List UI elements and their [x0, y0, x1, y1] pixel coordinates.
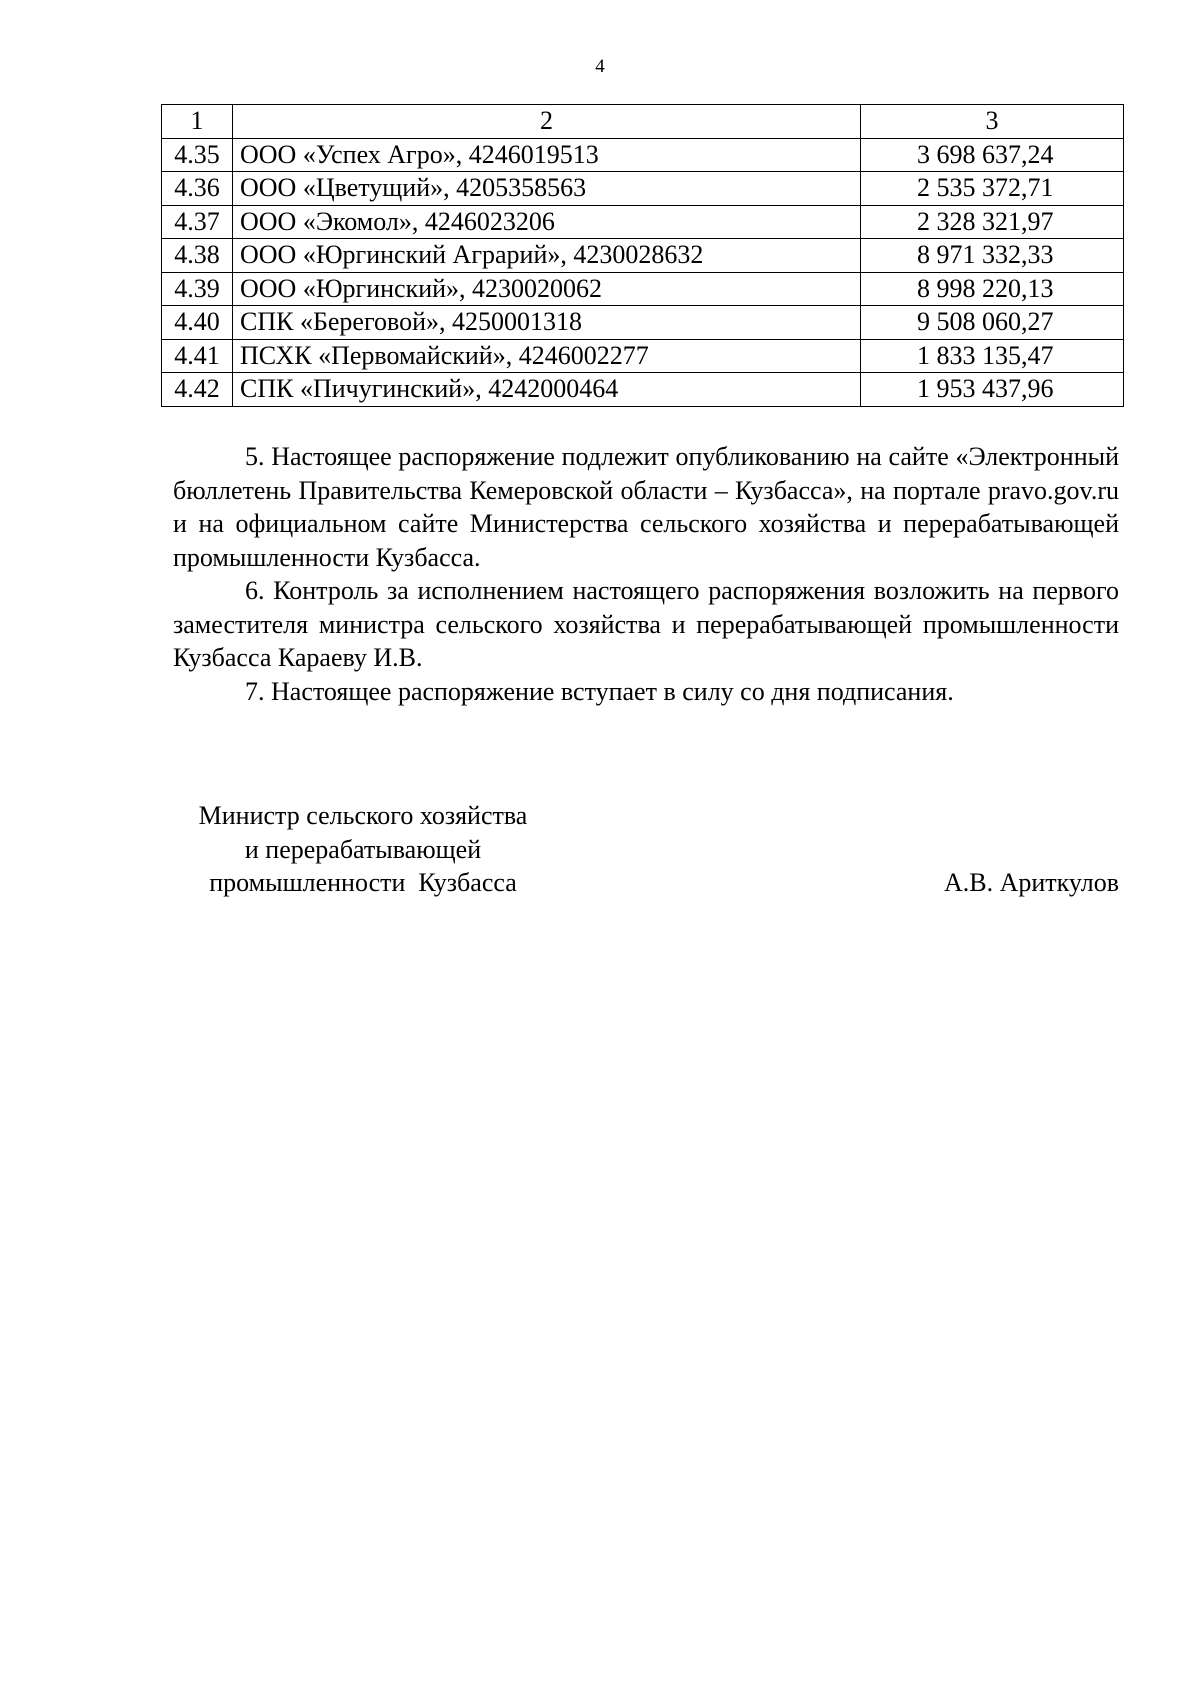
column-header-organization: 2 [233, 105, 861, 139]
organization-name: СПК «Береговой», 4250001318 [233, 306, 861, 340]
row-number: 4.39 [162, 272, 233, 306]
table-row [162, 239, 1124, 273]
signatory-title [173, 799, 553, 900]
row-number: 4.35 [162, 138, 233, 172]
signatory-name: А.В. Ариткулов [943, 868, 1119, 897]
row-number: 4.40 [162, 306, 233, 340]
column-header-amount: 3 [861, 105, 1124, 139]
table-row [162, 172, 1124, 206]
page-number: 4 [595, 56, 605, 77]
grants-table [161, 104, 1124, 407]
signatory-title-line: промышленности Кузбасса [209, 868, 517, 897]
grant-amount: 8 971 332,33 [861, 239, 1124, 273]
organization-name: ПСХК «Первомайский», 4246002277 [233, 339, 861, 373]
organization-name: ООО «Успех Агро», 4246019513 [233, 138, 861, 172]
grant-amount: 9 508 060,27 [861, 306, 1124, 340]
paragraph-effective-date: 7. Настоящее распоряжение вступает в силу со дня подписания. [245, 676, 954, 706]
row-number: 4.36 [162, 172, 233, 206]
organization-name: ООО «Юргинский», 4230020062 [233, 272, 861, 306]
grant-amount: 2 328 321,97 [861, 205, 1124, 239]
row-number: 4.37 [162, 205, 233, 239]
signatory-title-line: Министр сельского хозяйства [198, 801, 528, 830]
organization-name: СПК «Пичугинский», 4242000464 [233, 373, 861, 407]
organization-name: ООО «Юргинский Аграрий», 4230028632 [233, 239, 861, 273]
table-row [162, 306, 1124, 340]
paragraph-publication: 5. Настоящее распоряжение подлежит опубликованию на сайте «Электронный бюллетень Правительства Кемеровской области – Кузбасса», на портале pravo.gov.ru и на официальном сайте Министерства сельского хозяйства и перерабатывающей промышленности Кузбасса. [173, 442, 1119, 572]
grant-amount: 3 698 637,24 [861, 138, 1124, 172]
table-header-row [162, 105, 1124, 139]
row-number: 4.38 [162, 239, 233, 273]
grant-amount: 8 998 220,13 [861, 272, 1124, 306]
grant-amount: 1 953 437,96 [861, 373, 1124, 407]
row-number: 4.41 [162, 339, 233, 373]
organization-name: ООО «Экомол», 4246023206 [233, 205, 861, 239]
table-row [162, 373, 1124, 407]
grant-amount: 1 833 135,47 [861, 339, 1124, 373]
table-row [162, 205, 1124, 239]
grant-amount: 2 535 372,71 [861, 172, 1124, 206]
paragraph-control: 6. Контроль за исполнением настоящего распоряжения возложить на первого заместителя министра сельского хозяйства и перерабатывающей промышленности Кузбасса Караеву И.В. [173, 576, 1119, 672]
table-row [162, 272, 1124, 306]
document-body [173, 440, 1119, 708]
row-number: 4.42 [162, 373, 233, 407]
table-row [162, 339, 1124, 373]
column-header-number: 1 [162, 105, 233, 139]
table-row [162, 138, 1124, 172]
organization-name: ООО «Цветущий», 4205358563 [233, 172, 861, 206]
signatory-title-line: и перерабатывающей [244, 834, 482, 864]
